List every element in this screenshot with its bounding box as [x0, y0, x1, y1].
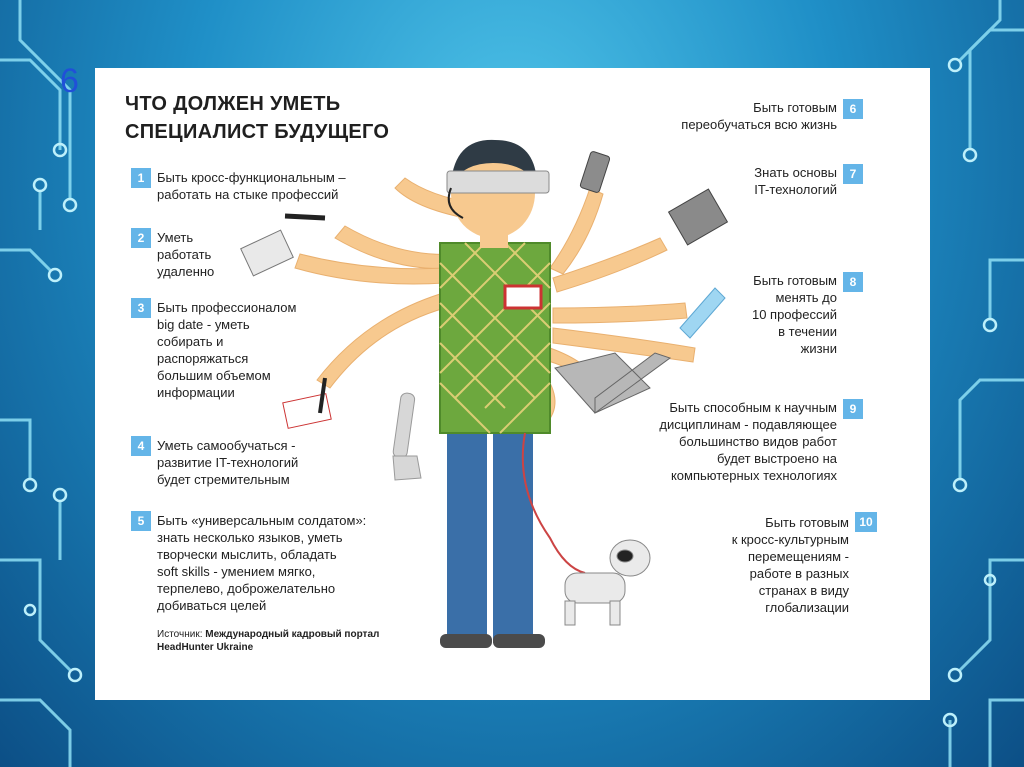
badge-3: 3: [131, 298, 151, 318]
item-2: [157, 229, 277, 280]
badge-10: 10: [855, 512, 877, 532]
badge-8: 8: [843, 272, 863, 292]
item-7-text: Знать основы IT-технологий: [754, 165, 837, 197]
item-6-text: Быть готовым переобучаться всю жизнь: [681, 100, 837, 132]
right-leg: [493, 428, 533, 643]
source-text-2: HeadHunter Ukraine: [157, 642, 254, 653]
infographic-card: [95, 68, 930, 700]
arm-left-2: [335, 226, 457, 269]
item-3-text: Быть профессионалом big date - уметь собирать и распоряжаться большим объемом информации: [157, 300, 297, 400]
arm-right-3: [553, 303, 687, 323]
robot-hand: [393, 456, 421, 480]
badge-9: 9: [843, 399, 863, 419]
infographic-title: [125, 90, 465, 146]
badge-2: 2: [131, 228, 151, 248]
pen-icon: [285, 216, 325, 218]
badge-6: 6: [843, 99, 863, 119]
item-9-text: Быть способным к научным дисциплинам - подавляющее большинство видов работ будет выстроено на компьютерных технологиях: [659, 400, 837, 483]
item-7: [655, 164, 837, 198]
item-3: [157, 299, 357, 401]
item-8-text: Быть готовым менять до 10 профессий в течении жизни: [751, 273, 837, 356]
left-shoe: [440, 634, 492, 648]
item-4-text: Уметь самообучаться - развитие IT-технологий будет стремительным: [157, 438, 299, 487]
phone-icon: [580, 151, 611, 193]
slide-number: 6: [60, 62, 79, 100]
right-shoe: [493, 634, 545, 648]
title-text: ЧТО ДОЛЖЕН УМЕТЬ СПЕЦИАЛИСТ БУДУЩЕГО: [125, 93, 390, 143]
item-6: [615, 99, 837, 133]
item-5-text: Быть «универсальным солдатом»: знать несколько языков, уметь творчески мыслить, обладать soft skills - умением мягко, терпелево, доброжелательно добиваться целей: [157, 513, 367, 613]
item-8: [695, 272, 837, 357]
badge-5: 5: [131, 511, 151, 531]
badge-1: 1: [131, 168, 151, 188]
badge-4: 4: [131, 436, 151, 456]
robot-arm: [392, 392, 415, 458]
item-10: [667, 514, 849, 616]
source-note: [157, 628, 379, 654]
item-4: [157, 437, 377, 488]
vr-glasses: [447, 171, 549, 193]
item-10-text: Быть готовым к кросс-культурным перемещениям - работе в разных странах в виду глобализации: [731, 515, 849, 615]
name-tag: [505, 286, 541, 308]
item-9: [607, 399, 837, 484]
left-leg: [447, 428, 487, 643]
item-1-text: Быть кросс-функциональным – работать на стыке профессий: [157, 170, 346, 202]
source-label: Источник:: [157, 629, 203, 640]
item-5: [157, 512, 427, 614]
arm-right-1: [550, 188, 603, 274]
item-2-text: Уметь работать удаленно: [157, 230, 215, 279]
badge-7: 7: [843, 164, 863, 184]
item-1: [157, 169, 407, 203]
robot-dog-icon: [565, 540, 650, 625]
arm-right-4: [553, 328, 695, 362]
source-text: Международный кадровый портал: [205, 629, 380, 640]
